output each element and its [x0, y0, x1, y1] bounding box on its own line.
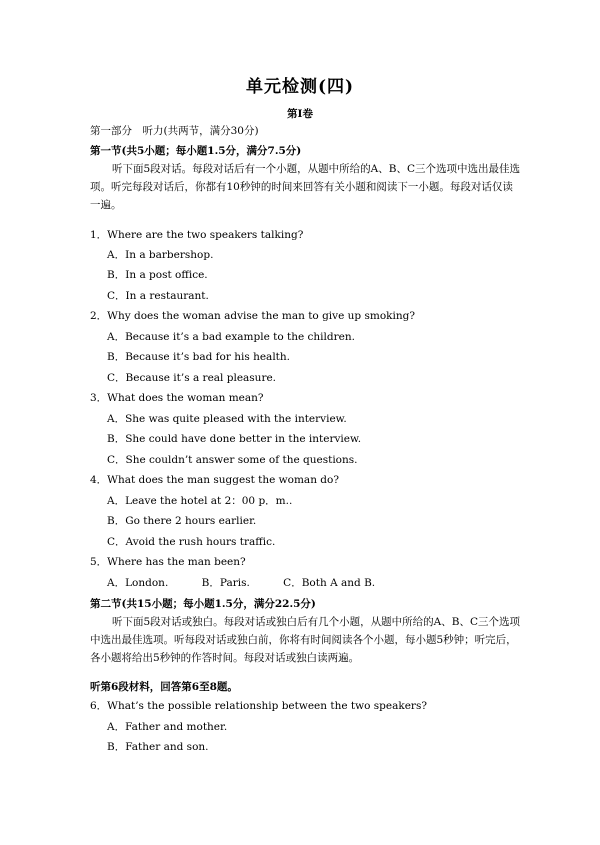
part-heading: 第一部分 听力(共两节，满分30分) [90, 125, 259, 137]
question-1-option-a: A．In a barbershop. [107, 249, 214, 261]
question-4-option-a: A．Leave the hotel at 2：00 p．m.. [107, 495, 293, 507]
question-5-option-c: C．Both A and B. [283, 577, 376, 589]
question-5-options [107, 576, 405, 590]
section1-instructions [90, 160, 520, 214]
question-1-stem: 1．Where are the two speakers talking? [90, 229, 304, 241]
question-3-stem: 3．What does the woman mean? [90, 392, 264, 404]
question-6-option-a: A．Father and mother. [107, 721, 228, 733]
question-2-stem: 2．Why does the woman advise the man to give up smoking? [90, 310, 415, 322]
question-6-option-b: B．Father and son. [107, 741, 209, 753]
question-3-option-c: C．She couldn’t answer some of the questions. [107, 454, 358, 466]
question-2-option-b: B．Because it’s bad for his health. [107, 351, 290, 363]
question-6-stem: 6．What’s the possible relationship between the two speakers? [90, 700, 427, 712]
question-4-option-b: B．Go there 2 hours earlier. [107, 515, 257, 527]
page-title: 单元检测(四) [245, 77, 355, 97]
section1-heading: 第一节(共5小题；每小题1.5分，满分7.5分) [90, 145, 302, 157]
question-3-option-a: A．She was quite pleased with the interview. [107, 413, 347, 425]
question-5-option-b: B．Paris. [201, 577, 250, 589]
section2-instructions [90, 613, 520, 667]
material-heading: 听第6段材料，回答第6至8题。 [90, 681, 238, 693]
question-2-option-c: C．Because it’s a real pleasure. [107, 372, 277, 384]
question-4-option-c: C．Avoid the rush hours traffic. [107, 536, 276, 548]
question-2-option-a: A．Because it’s a bad example to the children. [107, 331, 355, 343]
question-1-option-b: B．In a post office. [107, 269, 208, 281]
question-3-option-b: B．She could have done better in the interview. [107, 433, 362, 445]
section1-instructions-text: 听下面5段对话。每段对话后有一个小题，从题中所给的A、B、C三个选项中选出最佳选项。听完每段对话后，你都有10秒钟的时间来回答有关小题和阅读下一小题。每段对话仅读一遍。 [90, 163, 521, 211]
question-1-option-c: C．In a restaurant. [107, 290, 209, 302]
section2-heading: 第二节(共15小题；每小题1.5分，满分22.5分) [90, 598, 316, 610]
section2-instructions-text: 听下面5段对话或独白。每段对话或独白后有几个小题，从题中所给的A、B、C三个选项中选出最佳选项。听每段对话或独白前，你将有时间阅读各个小题，每小题5秒钟；听完后，各小题将给出5秒钟的作答时间。每段对话或独白读两遍。 [90, 616, 521, 664]
question-5-stem: 5．Where has the man been? [90, 556, 246, 568]
question-5-option-a: A．London. [107, 577, 169, 589]
volume-label: 第Ⅰ卷 [287, 108, 313, 120]
question-4-stem: 4．What does the man suggest the woman do? [90, 474, 339, 486]
